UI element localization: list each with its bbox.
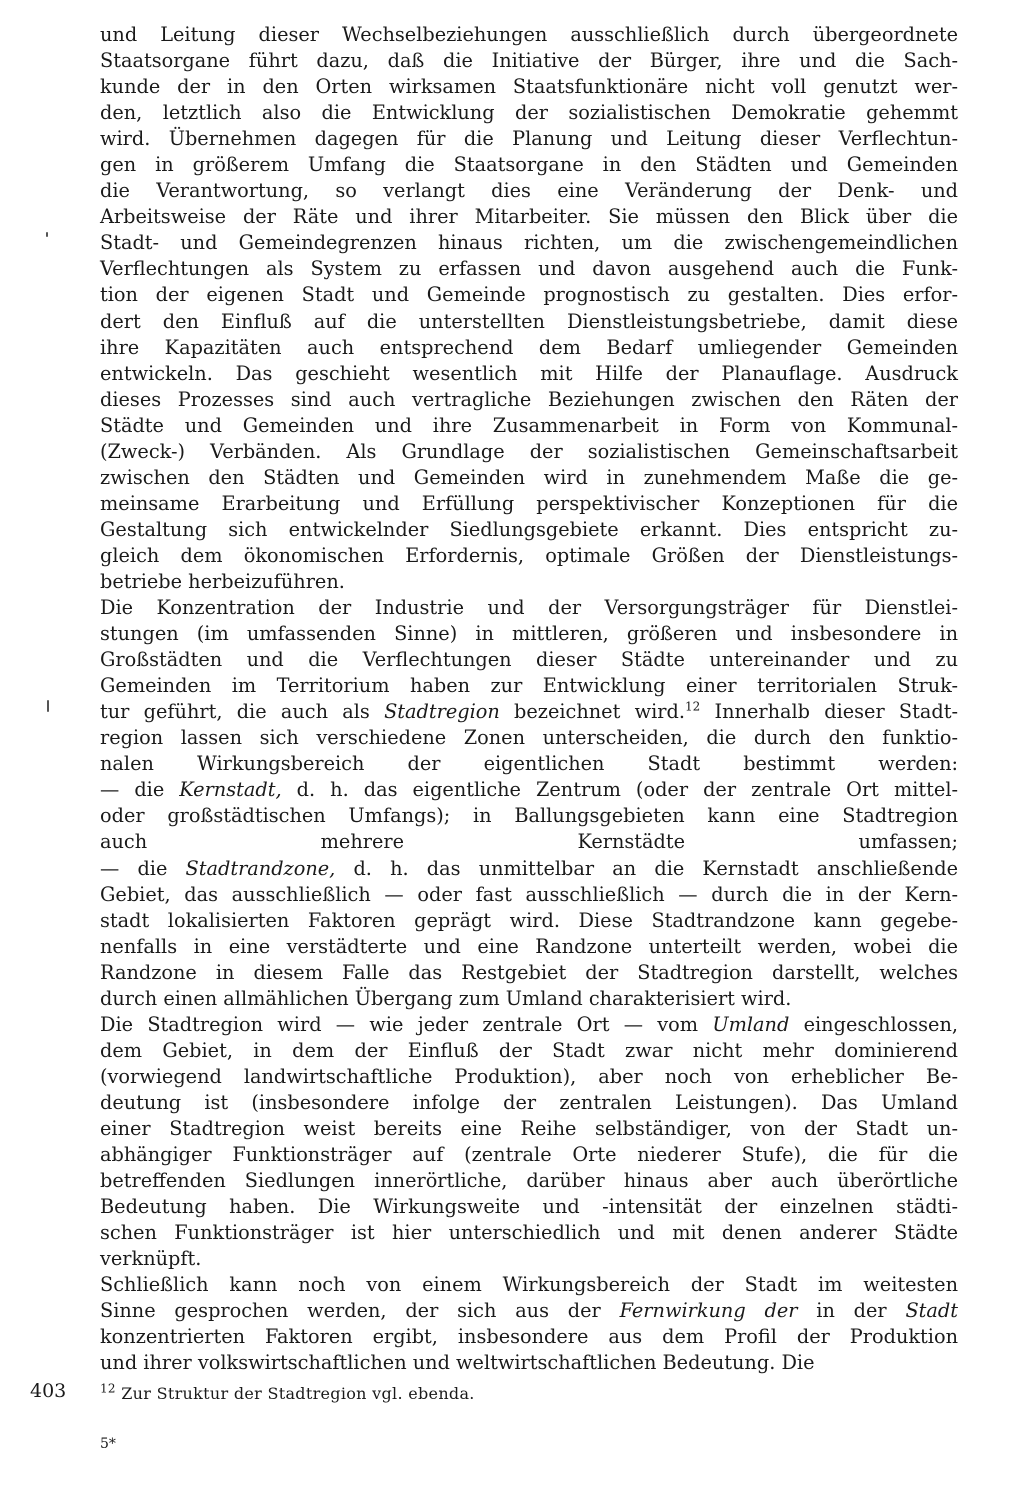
text-segment: stungen (im umfassenden Sinne) in mittleren, größeren und insbesondere in [100, 622, 958, 646]
text-line [100, 1220, 958, 1246]
text-line [100, 439, 958, 465]
text-line [100, 1142, 958, 1168]
text-segment: meinsame Erarbeitung und Erfüllung perspektivischer Konzeptionen für die [100, 491, 958, 515]
text-segment: Verflechtungen als System zu erfassen und davon ausgehend auch die Funk- [100, 257, 958, 281]
text-segment: Sinne gesprochen werden, der sich aus der [100, 1299, 620, 1323]
text-line [100, 1272, 958, 1298]
text-segment: Innerhalb dieser Stadt- [700, 700, 958, 724]
text-line [100, 1038, 958, 1064]
italic-term: Stadtrandzone, [185, 856, 336, 880]
text-segment: betreffenden Siedlungen innerörtliche, darüber hinaus aber auch überörtliche [100, 1169, 958, 1193]
text-segment: (vorwiegend landwirtschaftliche Produktion), aber noch von erheblicher Be- [100, 1064, 958, 1088]
text-line [100, 1298, 958, 1324]
text-line [100, 829, 958, 855]
text-segment: abhängiger Funktionsträger auf (zentrale Orte niederer Stufe), die für die [100, 1143, 958, 1167]
italic-term: Stadtregion [384, 700, 500, 724]
text-segment: Die Konzentration der Industrie und der Versorgungsträger für Dienstlei- [100, 596, 958, 620]
text-segment: Staatsorgane führt dazu, daß die Initiative der Bürger, ihre und die Sach- [100, 49, 958, 73]
text-line [100, 361, 958, 387]
text-segment: dert den Einfluß auf die unterstellten Dienstleistungsbetriebe, damit diese [100, 309, 958, 333]
text-segment: auch mehrere Kernstädte umfassen; [100, 830, 958, 854]
printer-signature: 5* [100, 1436, 116, 1452]
margin-mark [46, 232, 48, 237]
text-segment: stadt lokalisierten Faktoren geprägt wird. Diese Stadtrandzone kann gegebe- [100, 908, 958, 932]
text-segment: d. h. das unmittelbar an die Kernstadt anschließende [335, 856, 958, 880]
text-line [100, 777, 958, 803]
text-segment: nalen Wirkungsbereich der eigentlichen Stadt bestimmt werden: [100, 752, 958, 776]
text-line [100, 256, 958, 282]
text-segment: Gestaltung sich entwickelnder Siedlungsgebiete erkannt. Dies entspricht zu- [100, 517, 958, 541]
body-text [100, 22, 958, 1376]
text-line [100, 74, 958, 100]
text-segment: in der [797, 1299, 906, 1323]
text-line [100, 335, 958, 361]
text-line [100, 1324, 958, 1350]
text-segment: (Zweck-) Verbänden. Als Grundlage der sozialistischen Gemeinschaftsarbeit [100, 439, 958, 463]
text-segment: tur geführt, die auch als [100, 700, 385, 724]
text-segment: dem Gebiet, in dem der Einfluß der Stadt zwar nicht mehr dominierend [100, 1038, 958, 1062]
text-line [100, 387, 958, 413]
footnote-mark: 12 [100, 1381, 116, 1396]
text-line [100, 882, 958, 908]
text-segment: Gemeinden im Territorium haben zur Entwicklung einer territorialen Struk- [100, 674, 958, 698]
text-segment: und Leitung dieser Wechselbeziehungen ausschließlich durch übergeordnete [100, 23, 958, 46]
text-line [100, 595, 958, 621]
text-segment: zwischen den Städten und Gemeinden wird in zunehmendem Maße die ge- [100, 465, 958, 489]
footnote-text: Zur Struktur der Stadtregion vgl. ebenda. [115, 1384, 475, 1403]
text-line [100, 204, 958, 230]
text-segment: durch einen allmählichen Übergang zum Umland charakterisiert wird. [100, 986, 792, 1010]
text-line [100, 673, 958, 699]
text-line [100, 1246, 958, 1272]
text-line [100, 517, 958, 543]
page-number: 403 [30, 1380, 67, 1402]
text-segment: gen in größerem Umfang die Staatsorgane in den Städten und Gemeinden [100, 153, 958, 177]
text-segment: Schließlich kann noch von einem Wirkungsbereich der Stadt im weitesten [100, 1273, 958, 1297]
text-segment: eingeschlossen, [789, 1012, 958, 1036]
text-segment: — die [100, 856, 186, 880]
text-segment: dieses Prozesses sind auch vertragliche Beziehungen zwischen den Räten der [100, 387, 958, 411]
text-segment: ihre Kapazitäten auch entsprechend dem Bedarf umliegender Gemeinden [100, 335, 958, 359]
italic-term: Kernstadt, [179, 778, 282, 802]
text-segment: wird. Übernehmen dagegen für die Planung und Leitung dieser Verflechtun- [100, 127, 958, 151]
text-segment: tion der eigenen Stadt und Gemeinde prognostisch zu gestalten. Dies erfor- [100, 283, 958, 307]
text-line [100, 1168, 958, 1194]
text-line [100, 282, 958, 308]
italic-term: Stadt [905, 1299, 959, 1323]
text-line [100, 126, 958, 152]
margin-mark [47, 700, 49, 712]
text-line [100, 751, 958, 777]
text-segment: nenfalls in eine verstädterte und eine Randzone unterteilt werden, wobei die [100, 934, 958, 958]
text-segment: den, letztlich also die Entwicklung der sozialistischen Demokratie gehemmt [100, 101, 958, 125]
text-segment: — die [100, 778, 180, 802]
text-line [100, 856, 958, 882]
text-segment: bezeichnet wird. [499, 700, 685, 724]
text-segment: oder großstädtischen Umfangs); in Ballungsgebieten kann eine Stadtregion [100, 804, 958, 828]
text-segment: kunde der in den Orten wirksamen Staatsfunktionäre nicht voll genutzt wer- [100, 75, 958, 99]
text-segment: die Verantwortung, so verlangt dies eine Veränderung der Denk- und [100, 179, 958, 203]
text-line [100, 960, 958, 986]
italic-term: Umland [712, 1012, 790, 1036]
text-segment: schen Funktionsträger ist hier unterschiedlich und mit denen anderer Städte [100, 1221, 958, 1245]
text-line [100, 413, 958, 439]
text-line [100, 803, 958, 829]
text-line [100, 1064, 958, 1090]
footnote-reference: 12 [684, 699, 701, 714]
text-line [100, 1012, 958, 1038]
text-line [100, 1090, 958, 1116]
text-line [100, 1194, 958, 1220]
text-segment: Bedeutung haben. Die Wirkungsweite und -intensität der einzelnen städti- [100, 1195, 958, 1219]
text-line [100, 465, 958, 491]
text-line [100, 309, 958, 335]
text-segment: Arbeitsweise der Räte und ihrer Mitarbeiter. Sie müssen den Blick über die [100, 205, 958, 229]
text-line [100, 986, 958, 1012]
text-line [100, 22, 958, 48]
text-segment: Stadt- und Gemeindegrenzen hinaus richten, um die zwischengemeindlichen [100, 231, 958, 255]
text-line [100, 543, 958, 569]
text-segment: einer Stadtregion weist bereits eine Reihe selbständiger, von der Stadt un- [100, 1116, 958, 1140]
text-segment: betriebe herbeizuführen. [100, 569, 345, 593]
text-segment: Randzone in diesem Falle das Restgebiet der Stadtregion darstellt, welches [100, 960, 958, 984]
text-line [100, 230, 958, 256]
footnote [100, 1381, 475, 1403]
text-line [100, 491, 958, 517]
text-line [100, 647, 958, 673]
text-line [100, 152, 958, 178]
text-line [100, 908, 958, 934]
text-segment: region lassen sich verschiedene Zonen unterscheiden, die durch den funktio- [100, 726, 958, 750]
text-line [100, 934, 958, 960]
text-segment: d. h. das eigentliche Zentrum (oder der zentrale Ort mittel- [281, 778, 959, 802]
text-segment: verknüpft. [100, 1247, 202, 1271]
text-line [100, 1116, 958, 1142]
text-segment: entwickeln. Das geschieht wesentlich mit Hilfe der Planauflage. Ausdruck [100, 361, 958, 385]
text-line [100, 699, 958, 725]
text-segment: Die Stadtregion wird — wie jeder zentrale Ort — vom [100, 1012, 713, 1036]
text-segment: Städte und Gemeinden und ihre Zusammenarbeit in Form von Kommunal- [100, 413, 958, 437]
text-line [100, 48, 958, 74]
text-segment: konzentrierten Faktoren ergibt, insbesondere aus dem Profil der Produktion [100, 1325, 958, 1349]
text-line [100, 178, 958, 204]
text-segment: und ihrer volkswirtschaftlichen und weltwirtschaftlichen Bedeutung. Die [100, 1351, 815, 1375]
text-line [100, 100, 958, 126]
text-line [100, 569, 958, 595]
text-line [100, 1350, 958, 1376]
text-segment: Gebiet, das ausschließlich — oder fast ausschließlich — durch die in der Kern- [100, 882, 958, 906]
text-segment: Großstädten und die Verflechtungen dieser Städte untereinander und zu [100, 648, 958, 672]
text-segment: deutung ist (insbesondere infolge der zentralen Leistungen). Das Umland [100, 1090, 958, 1114]
text-segment: gleich dem ökonomischen Erfordernis, optimale Größen der Dienstleistungs- [100, 543, 958, 567]
text-line [100, 621, 958, 647]
text-line [100, 725, 958, 751]
italic-term: Fernwirkung der [619, 1299, 798, 1323]
